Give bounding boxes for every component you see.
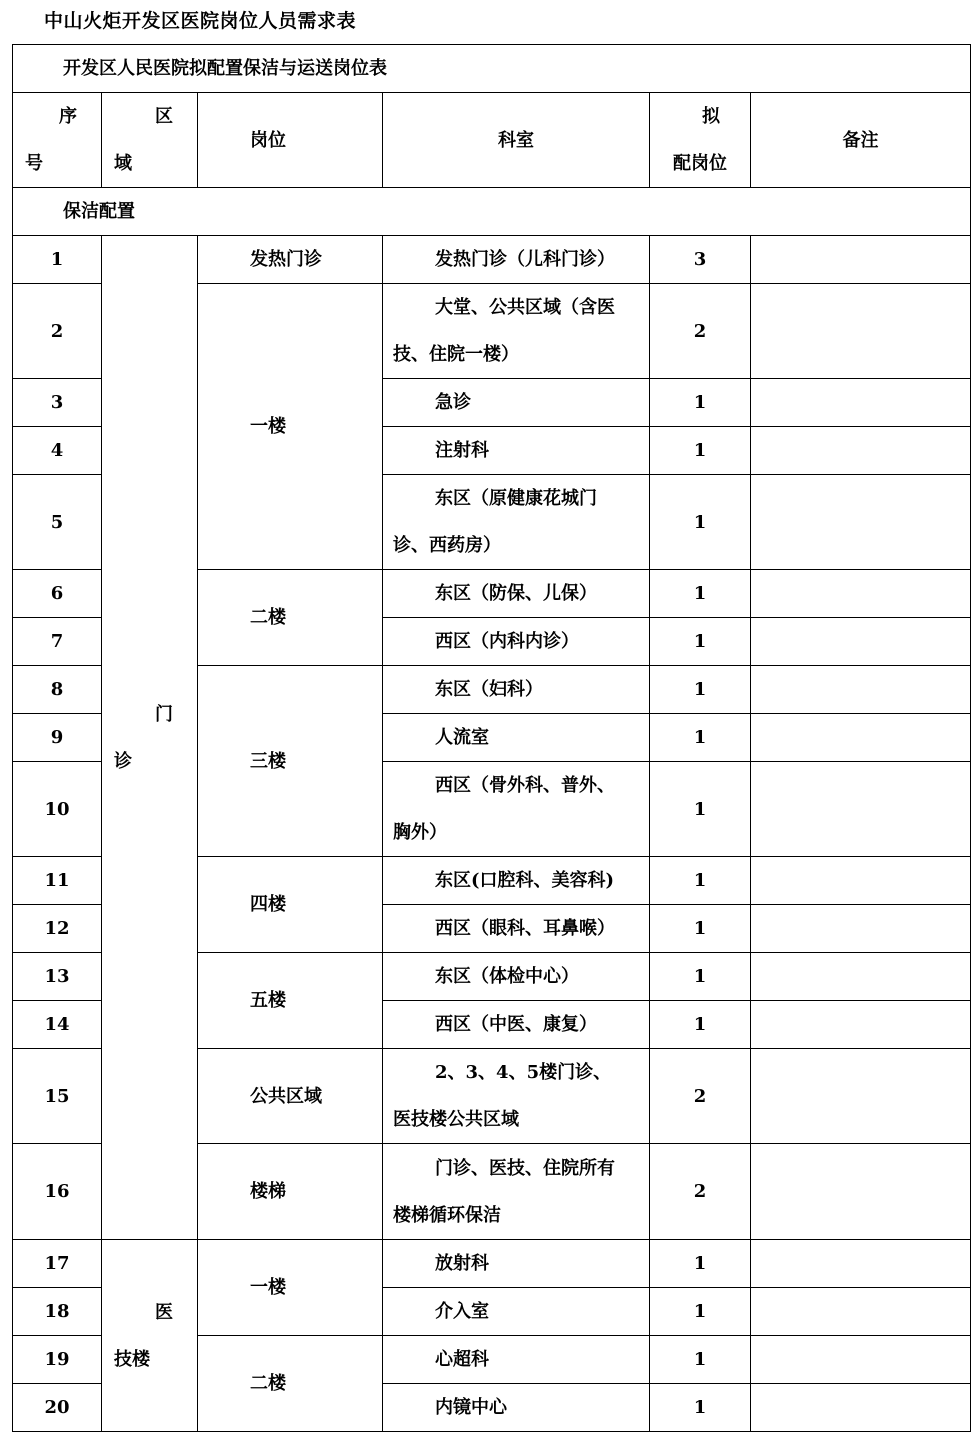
note-cell xyxy=(751,284,971,379)
note-cell xyxy=(751,236,971,284)
seq-cell: 4 xyxy=(13,427,102,475)
dept-cell: 东区（原健康花城门 诊、西药房） xyxy=(383,475,650,570)
note-cell xyxy=(751,379,971,427)
staffing-table xyxy=(12,44,971,1432)
header-note: 备注 xyxy=(751,93,971,188)
count-cell: 1 xyxy=(650,1336,751,1384)
note-cell xyxy=(751,1336,971,1384)
note-cell xyxy=(751,1384,971,1432)
count-cell: 1 xyxy=(650,1001,751,1049)
header-area: 区 域 xyxy=(102,93,198,188)
seq-cell: 19 xyxy=(13,1336,102,1384)
post-cell: 发热门诊 xyxy=(198,236,383,284)
dept-cell: 2、3、4、5楼门诊、 医技楼公共区域 xyxy=(383,1049,650,1144)
seq-cell: 13 xyxy=(13,953,102,1001)
note-cell xyxy=(751,857,971,905)
dept-cell: 门诊、医技、住院所有 楼梯循环保洁 xyxy=(383,1144,650,1240)
seq-cell: 16 xyxy=(13,1144,102,1240)
dept-cell: 东区(口腔科、美容科) xyxy=(383,857,650,905)
dept-cell: 西区（眼科、耳鼻喉） xyxy=(383,905,650,953)
dept-cell: 急诊 xyxy=(383,379,650,427)
note-cell xyxy=(751,905,971,953)
seq-cell: 9 xyxy=(13,714,102,762)
dept-cell: 西区（中医、康复） xyxy=(383,1001,650,1049)
count-cell: 1 xyxy=(650,666,751,714)
post-cell: 一楼 xyxy=(198,1240,383,1336)
post-cell: 楼梯 xyxy=(198,1144,383,1240)
seq-cell: 8 xyxy=(13,666,102,714)
seq-cell: 2 xyxy=(13,284,102,379)
count-cell: 1 xyxy=(650,1240,751,1288)
count-cell: 1 xyxy=(650,714,751,762)
section-row xyxy=(13,188,971,236)
seq-cell: 15 xyxy=(13,1049,102,1144)
header-seq: 序 号 xyxy=(13,93,102,188)
seq-cell: 20 xyxy=(13,1384,102,1432)
note-cell xyxy=(751,618,971,666)
note-cell xyxy=(751,666,971,714)
dept-cell: 东区（妇科） xyxy=(383,666,650,714)
seq-cell: 3 xyxy=(13,379,102,427)
seq-cell: 12 xyxy=(13,905,102,953)
count-cell: 1 xyxy=(650,427,751,475)
seq-cell: 10 xyxy=(13,762,102,857)
area-medtech: 医 技楼 xyxy=(102,1240,198,1432)
dept-cell: 大堂、公共区域（含医 技、住院一楼） xyxy=(383,284,650,379)
header-dept: 科室 xyxy=(383,93,650,188)
seq-cell: 18 xyxy=(13,1288,102,1336)
note-cell xyxy=(751,1001,971,1049)
count-cell: 3 xyxy=(650,236,751,284)
count-cell: 1 xyxy=(650,570,751,618)
note-cell xyxy=(751,475,971,570)
count-cell: 2 xyxy=(650,284,751,379)
count-cell: 1 xyxy=(650,379,751,427)
count-cell: 2 xyxy=(650,1144,751,1240)
seq-cell: 17 xyxy=(13,1240,102,1288)
table-title-row xyxy=(13,45,971,93)
post-cell: 四楼 xyxy=(198,857,383,953)
header-row xyxy=(13,93,971,188)
seq-cell: 1 xyxy=(13,236,102,284)
count-cell: 1 xyxy=(650,475,751,570)
dept-cell: 东区（防保、儿保） xyxy=(383,570,650,618)
dept-cell: 介入室 xyxy=(383,1288,650,1336)
count-cell: 1 xyxy=(650,1288,751,1336)
count-cell: 1 xyxy=(650,905,751,953)
seq-cell: 5 xyxy=(13,475,102,570)
post-cell: 五楼 xyxy=(198,953,383,1049)
area-outpatient: 门 诊 xyxy=(102,236,198,1240)
count-cell: 1 xyxy=(650,953,751,1001)
dept-cell: 注射科 xyxy=(383,427,650,475)
dept-cell: 发热门诊（儿科门诊） xyxy=(383,236,650,284)
seq-cell: 11 xyxy=(13,857,102,905)
note-cell xyxy=(751,762,971,857)
note-cell xyxy=(751,1240,971,1288)
note-cell xyxy=(751,1288,971,1336)
dept-cell: 放射科 xyxy=(383,1240,650,1288)
post-cell: 三楼 xyxy=(198,666,383,857)
post-cell: 公共区域 xyxy=(198,1049,383,1144)
dept-cell: 东区（体检中心） xyxy=(383,953,650,1001)
note-cell xyxy=(751,570,971,618)
note-cell xyxy=(751,953,971,1001)
count-cell: 1 xyxy=(650,857,751,905)
post-cell: 二楼 xyxy=(198,1336,383,1432)
header-count: 拟 配岗位 xyxy=(650,93,751,188)
dept-cell: 心超科 xyxy=(383,1336,650,1384)
dept-cell: 内镜中心 xyxy=(383,1384,650,1432)
header-post: 岗位 xyxy=(198,93,383,188)
dept-cell: 人流室 xyxy=(383,714,650,762)
count-cell: 2 xyxy=(650,1049,751,1144)
note-cell xyxy=(751,714,971,762)
count-cell: 1 xyxy=(650,1384,751,1432)
note-cell xyxy=(751,1049,971,1144)
table-title: 开发区人民医院拟配置保洁与运送岗位表 xyxy=(13,45,971,93)
note-cell xyxy=(751,1144,971,1240)
post-cell: 二楼 xyxy=(198,570,383,666)
dept-cell: 西区（内科内诊） xyxy=(383,618,650,666)
document-title: 中山火炬开发区医院岗位人员需求表 xyxy=(44,10,357,32)
seq-cell: 14 xyxy=(13,1001,102,1049)
section-label: 保洁配置 xyxy=(13,188,971,236)
note-cell xyxy=(751,427,971,475)
table-row xyxy=(13,236,971,284)
table-row xyxy=(13,1240,971,1288)
count-cell: 1 xyxy=(650,618,751,666)
seq-cell: 6 xyxy=(13,570,102,618)
seq-cell: 7 xyxy=(13,618,102,666)
post-cell: 一楼 xyxy=(198,284,383,570)
count-cell: 1 xyxy=(650,762,751,857)
dept-cell: 西区（骨外科、普外、 胸外） xyxy=(383,762,650,857)
